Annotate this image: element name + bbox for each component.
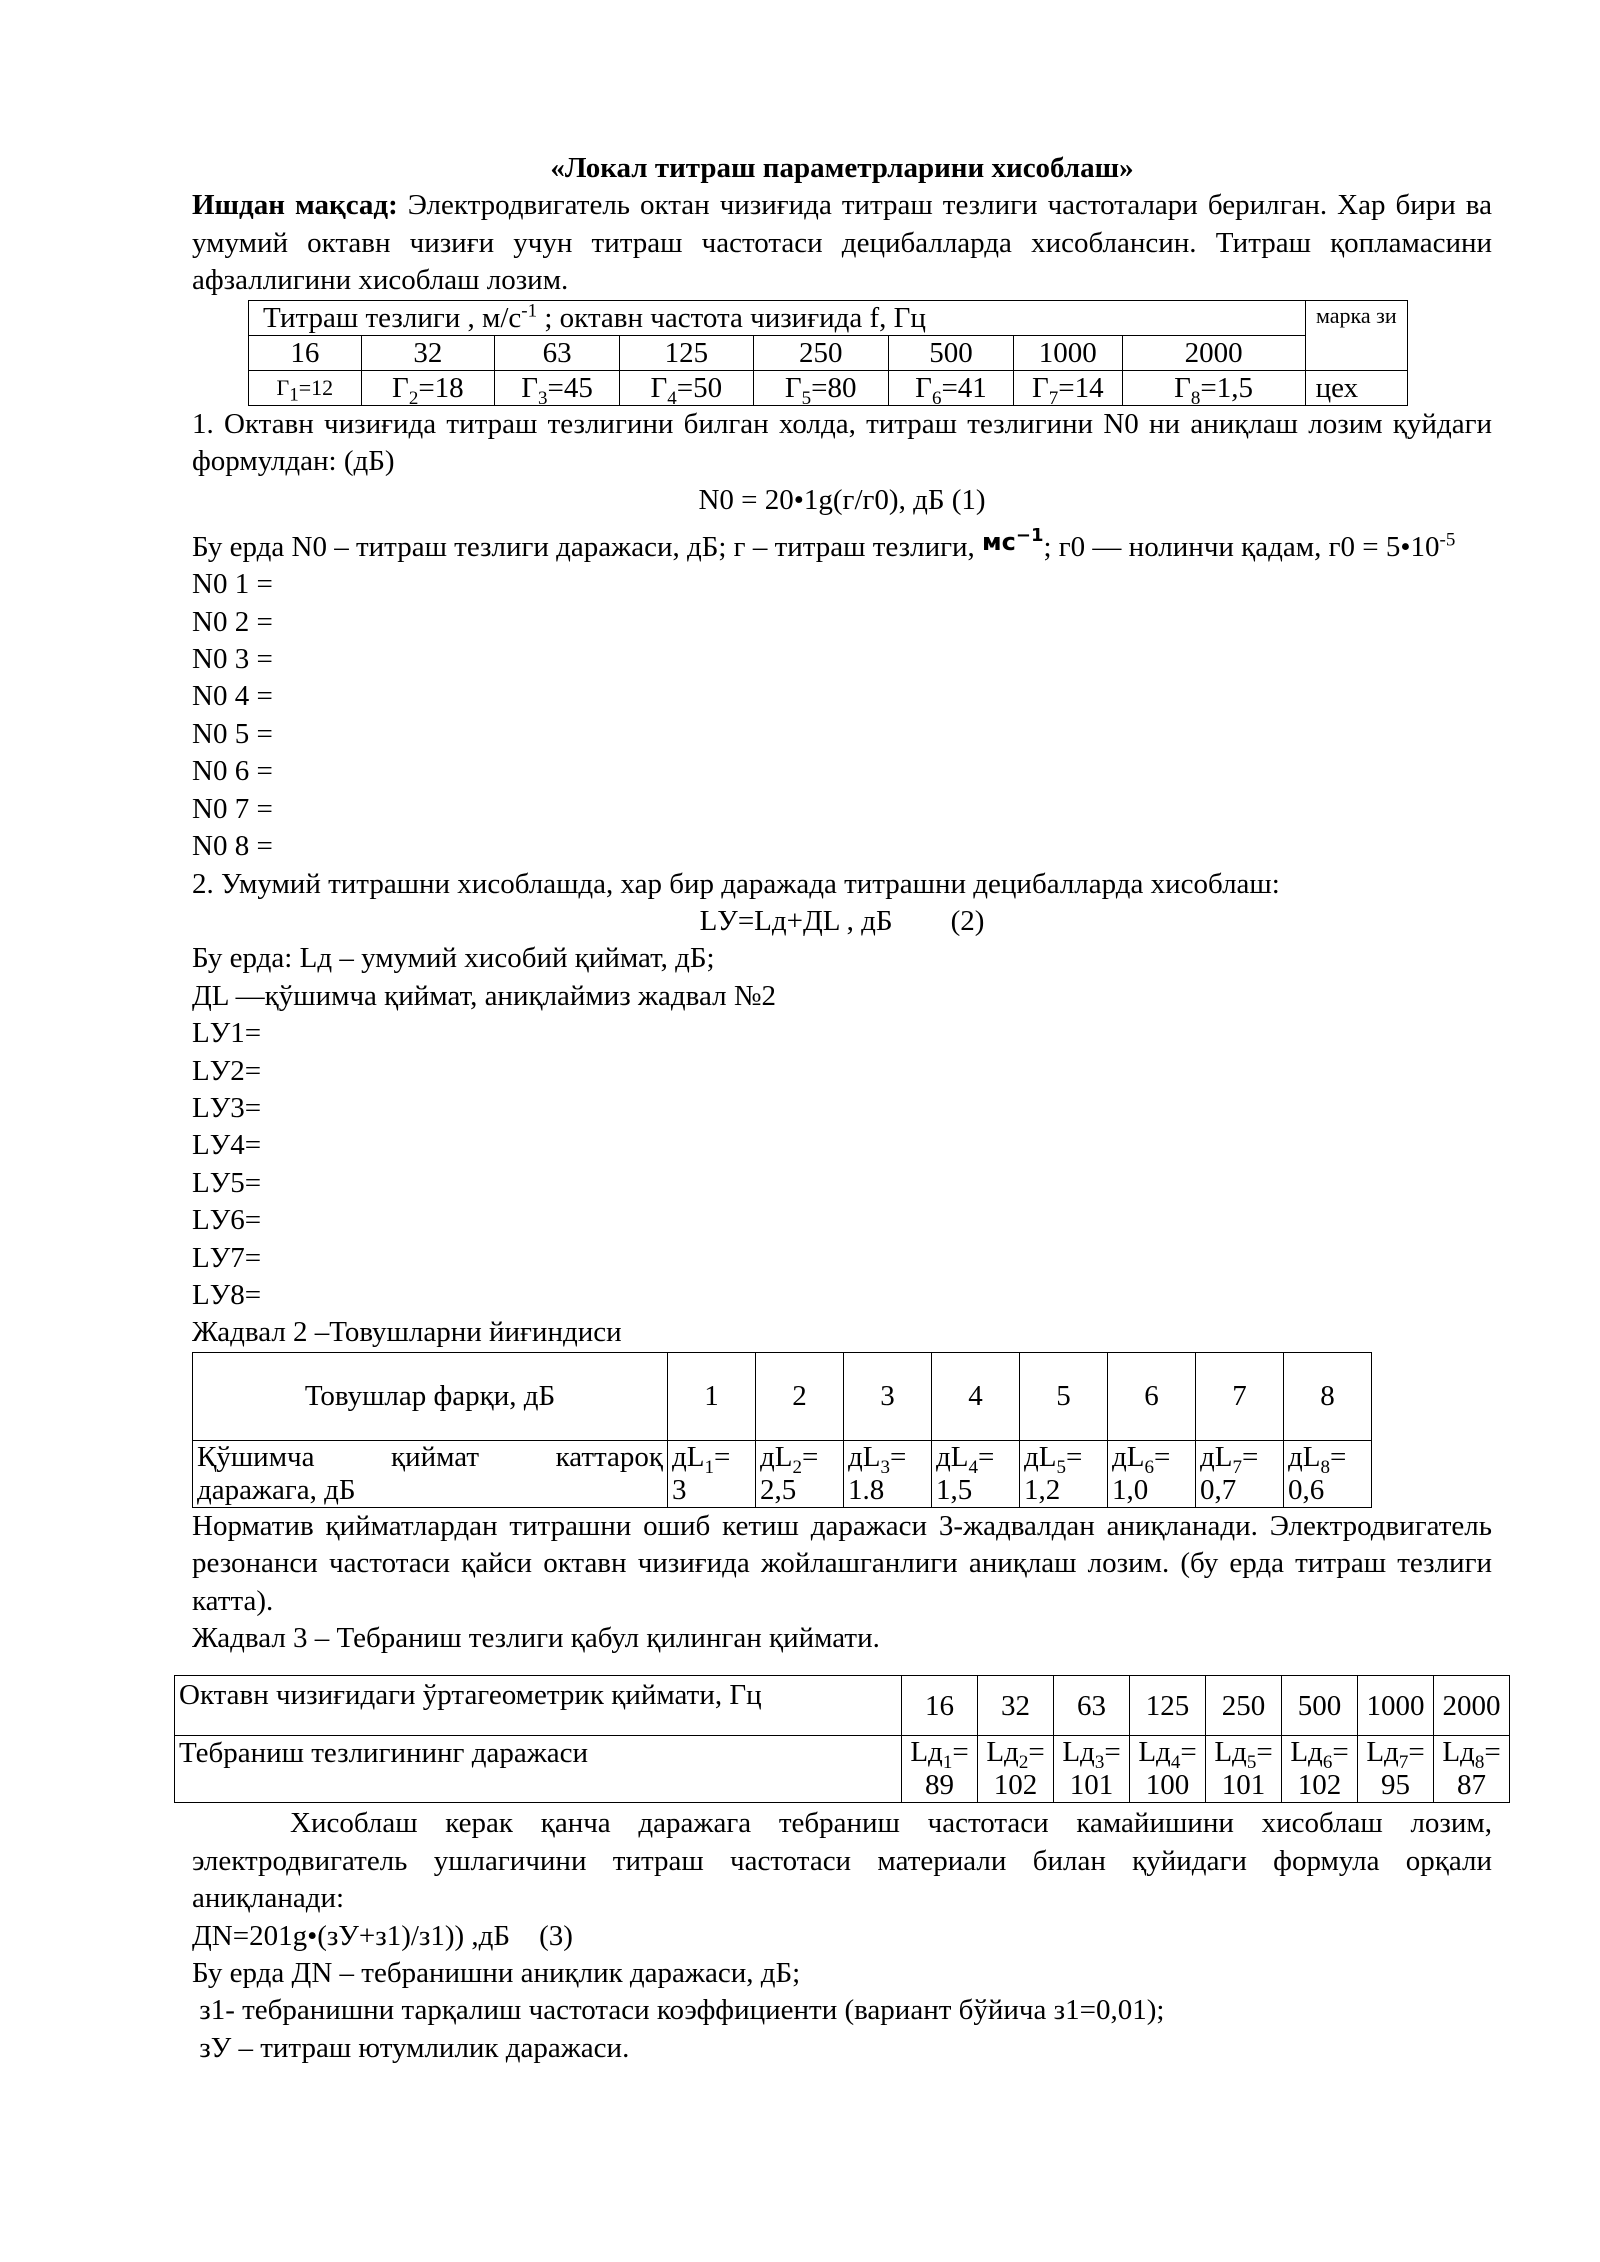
step3-explain-2: з1- тебранишни тарқалиш частотаси коэффициенти (вариант бўйича з1=0,01); xyxy=(192,1994,1165,2027)
table1-value-cell: $Г_5=80$ xyxy=(753,370,888,405)
table3-row-freq xyxy=(175,1676,1510,1736)
table3-value-cell: $Lд_1=$ 89 xyxy=(902,1736,978,1803)
table1-mark-header: марка зи xyxy=(1305,300,1407,370)
table2-col-cell: 8 xyxy=(1284,1352,1372,1440)
formula-2: LУ=Lд+ДL , дБ (2) xyxy=(699,904,985,937)
table2-caption: Жадвал 2 –Товушларни йиғиндиси xyxy=(192,1316,622,1349)
table3-col-cell: 32 xyxy=(978,1676,1054,1736)
table2-value-cell: $дL_4=$ 1,5 xyxy=(932,1440,1020,1507)
table2-col-cell: 6 xyxy=(1108,1352,1196,1440)
step2-text: 2. Умумий титрашни хисоблашда, хар бир даражада титрашни децибалларда хисоблаш: xyxy=(192,867,1280,900)
table2-value-cell: $дL_8=$ 0,6 xyxy=(1284,1440,1372,1507)
goal-label: Ишдан мақсад: xyxy=(192,189,398,222)
sound-sum-table xyxy=(192,1352,1372,1508)
table1-value-cell: $Г_7=14$ xyxy=(1014,370,1123,405)
table2-row1-label: Товушлар фарқи, дБ xyxy=(193,1352,668,1440)
list-item: N0 4 = xyxy=(192,680,273,713)
table3-col-cell: 250 xyxy=(1206,1676,1282,1736)
list-item: N0 2 = xyxy=(192,605,273,638)
table2-col-cell: 1 xyxy=(668,1352,756,1440)
table3-col-cell: 16 xyxy=(902,1676,978,1736)
list-item: N0 3 = xyxy=(192,643,273,676)
table3-col-cell: 125 xyxy=(1130,1676,1206,1736)
list-item: LУ6= xyxy=(192,1204,262,1237)
table1-header: Титраш тезлиги , $м/с^{-1}$ ; октавн частота чизиғида f, Гц xyxy=(249,300,1306,335)
step1-text: 1. Октавн чизиғида титраш тезлигини билган холда, титраш тезлигини N0 ни аниқлаш лозим қуйдаги формулдан: (дБ) xyxy=(192,407,1492,478)
table1-freq-cell: 500 xyxy=(888,335,1013,370)
goal-paragraph xyxy=(192,187,1492,299)
table3-caption: Жадвал 3 – Тебраниш тезлиги қабул қилинган қиймати. xyxy=(192,1622,880,1654)
list-item: N0 5 = xyxy=(192,717,273,750)
table3-row1-label: Октавн чизиғидаги ўртагеометрик қиймати, Гц xyxy=(175,1676,902,1736)
table2-col-cell: 4 xyxy=(932,1352,1020,1440)
table2-value-cell: $дL_3=$ 1.8 xyxy=(844,1440,932,1507)
list-item: LУ1= xyxy=(192,1017,262,1050)
table1-frequency-row xyxy=(249,335,1408,370)
table1-freq-cell: 2000 xyxy=(1122,335,1305,370)
table2-row-diff xyxy=(193,1352,1372,1440)
table2-value-cell: $дL_1=$ 3 xyxy=(668,1440,756,1507)
formula-1: N0 = 20•1g(г/г0), дБ (1) xyxy=(698,484,986,517)
table2-value-cell: $дL_5=$ 1,2 xyxy=(1020,1440,1108,1507)
list-item: LУ7= xyxy=(192,1241,262,1274)
list-item: LУ5= xyxy=(192,1166,262,1199)
goal-text: Электродвигатель октан чизиғида титраш тезлиги частоталари берилган. Хар бири ва умумий октавн чизиғи учун титраш частотаси децибалларда хисоблансин. Титраш қопламасини афзаллигини хисоблаш лозим. xyxy=(192,189,1492,297)
table2-value-cell: $дL_2=$ 2,5 xyxy=(756,1440,844,1507)
step2-explain-2: ДL —қўшимча қиймат, аниқлаймиз жадвал №2 xyxy=(192,979,776,1012)
lu-results-list xyxy=(192,1015,1492,1314)
table3-row-level xyxy=(175,1736,1510,1803)
list-item: N0 6 = xyxy=(192,755,273,788)
table2-row-added xyxy=(193,1440,1372,1507)
table1-freq-cell: 1000 xyxy=(1014,335,1123,370)
step3-explain-1: Бу ерда ДN – тебранишни аниқлик даражаси, дБ; xyxy=(192,1957,801,1990)
norm-paragraph: Норматив қийматлардан титрашни ошиб кетиш даражаси 3-жадвалдан аниқланади. Электродвигатель резонанси частотаси қайси октавн чизиғида жойлашганлиги аниқлаш лозим. (бу ерда титраш тезлиги катта). xyxy=(192,1509,1492,1617)
table3-value-cell: $Lд_3=$ 101 xyxy=(1054,1736,1130,1803)
table2-value-cell: $дL_6=$ 1,0 xyxy=(1108,1440,1196,1507)
table3-col-cell: 1000 xyxy=(1358,1676,1434,1736)
table1-freq-cell: 32 xyxy=(361,335,494,370)
list-item: LУ2= xyxy=(192,1054,262,1087)
table2-row2-label: Қўшимча қиймат каттароқ даражага, дБ xyxy=(193,1440,668,1507)
table2-col-cell: 2 xyxy=(756,1352,844,1440)
table1-freq-cell: 250 xyxy=(753,335,888,370)
list-item: N0 1 = xyxy=(192,568,273,601)
list-item: N0 8 = xyxy=(192,830,273,863)
table3-value-cell: $Lд_2=$ 102 xyxy=(978,1736,1054,1803)
table1-value-cell: $Г_8=1,5$ xyxy=(1122,370,1305,405)
step1-explanation: Бу ерда N0 – титраш тезлиги даражаси, дБ; г – титраш тезлиги, $мс^{-1}$; г0 — нолинчи қадам, $г0 = 5•10^{-5}$ xyxy=(192,524,1456,563)
unit-ms-inverse-image: $мс^{-1}$ xyxy=(982,524,1044,556)
table3-col-cell: 2000 xyxy=(1434,1676,1510,1736)
table2-col-cell: 3 xyxy=(844,1352,932,1440)
list-item: N0 7 = xyxy=(192,792,273,825)
step3-text: Хисоблаш керак қанча даражага тебраниш частотаси камайишини хисоблаш лозим, электродвигатель ушлагичини титраш частотаси материали билан қуйидаги формула орқали аниқланади: xyxy=(192,1807,1492,1915)
table1-freq-cell: 16 xyxy=(249,335,362,370)
table1-freq-cell: 63 xyxy=(495,335,620,370)
table3-value-cell: $Lд_7=$ 95 xyxy=(1358,1736,1434,1803)
table1-value-cell: $Г_2=18$ xyxy=(361,370,494,405)
table3-value-cell: $Lд_8=$ 87 xyxy=(1434,1736,1510,1803)
table3-value-cell: $Lд_5=$ 101 xyxy=(1206,1736,1282,1803)
table2-col-cell: 7 xyxy=(1196,1352,1284,1440)
table1-mark-value: цех xyxy=(1305,370,1407,405)
document-page xyxy=(179,150,1501,2067)
table1-value-row xyxy=(249,370,1408,405)
list-item: LУ3= xyxy=(192,1091,262,1124)
step2-explain-1: Бу ерда: Lд – умумий хисобий қиймат, дБ; xyxy=(192,942,715,975)
list-item: LУ8= xyxy=(192,1278,262,1311)
table1-value-cell: $Г_4=50$ xyxy=(620,370,753,405)
vibration-speed-table xyxy=(248,299,1408,409)
table3-col-cell: 500 xyxy=(1282,1676,1358,1736)
table2-col-cell: 5 xyxy=(1020,1352,1108,1440)
table1-value-cell: $Г_3=45$ xyxy=(495,370,620,405)
table1-value-cell: $Г_6=41$ xyxy=(888,370,1013,405)
step3-explain-3: зУ – титраш ютумлилик даражаси. xyxy=(192,2031,630,2064)
list-item: LУ4= xyxy=(192,1129,262,1162)
n0-results-list xyxy=(192,566,1492,865)
document-title: «Локал титраш параметрларини хисоблаш» xyxy=(550,152,1134,184)
table3-value-cell: $Lд_4=$ 100 xyxy=(1130,1736,1206,1803)
table3-value-cell: $Lд_6=$ 102 xyxy=(1282,1736,1358,1803)
table1-freq-cell: 125 xyxy=(620,335,753,370)
table1-value-cell: Г1=12 xyxy=(249,370,362,405)
table2-value-cell: $дL_7=$ 0,7 xyxy=(1196,1440,1284,1507)
vibration-level-table xyxy=(174,1675,1510,1803)
table3-row2-label: Тебраниш тезлигининг даражаси xyxy=(175,1736,902,1803)
table3-col-cell: 63 xyxy=(1054,1676,1130,1736)
formula-3: ДN=201g•(зУ+з1)/з1)) ,дБ (3) xyxy=(192,1919,573,1952)
